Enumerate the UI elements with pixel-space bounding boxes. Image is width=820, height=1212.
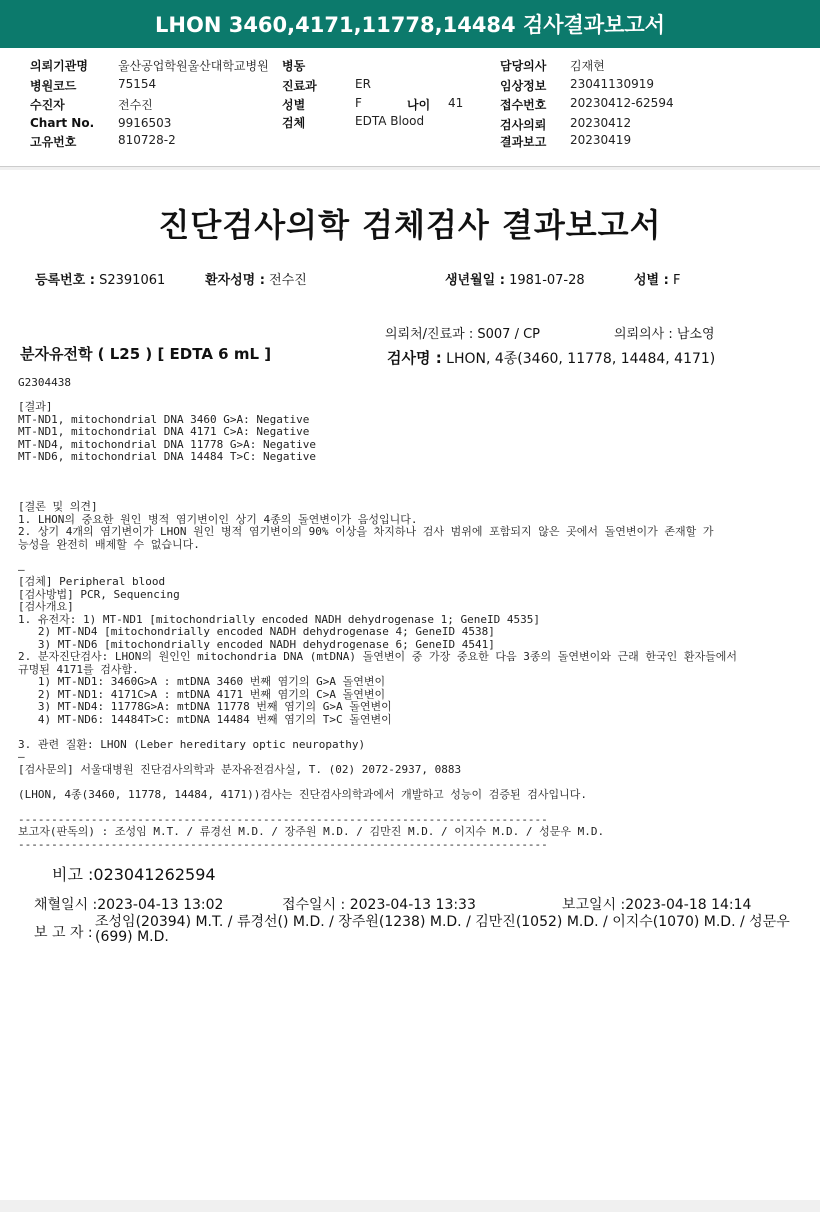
reg-no-value: S2391061 — [99, 273, 166, 288]
info-label-sex: 성별 — [282, 98, 306, 112]
report-body-line: 1. 유전자: 1) MT-ND1 [mitochondrially encoded NADH dehydrogenase 1; GeneID 4535] — [18, 612, 540, 626]
info-value-receipt-no: 20230412-62594 — [570, 96, 674, 110]
report-body-line: 1) MT-ND1: 3460G>A : mtDNA 3460 번째 염기의 G>A 돌연변이 — [18, 675, 386, 688]
info-value-department: ER — [355, 77, 371, 91]
info-value-specimen: EDTA Blood — [355, 114, 425, 128]
report-body-line: MT-ND4, mitochondrial DNA 11778 G>A: Negative — [18, 437, 317, 451]
patient-info-panel — [0, 48, 820, 167]
info-label-chart-no: Chart No. — [30, 116, 95, 130]
info-value-request-date: 20230412 — [570, 116, 632, 130]
section-title: 분자유전학 ( L25 ) [ EDTA 6 mL ] — [20, 345, 272, 363]
report-body-line: 보고자(판독의) : 조성임 M.T. / 류경선 M.D. / 장주원 M.D. / 김만진 M.D. / 이지수 M.D. / 성문우 M.D. — [18, 825, 605, 838]
patient-name-value: 전수진 — [269, 273, 307, 288]
info-label-specimen: 검체 — [282, 116, 306, 130]
test-name-value: LHON, 4종(3460, 11778, 14484, 4171) — [446, 351, 716, 367]
report-body-line — [18, 476, 737, 489]
dob-value: 1981-07-28 — [509, 273, 585, 288]
report-body-line: MT-ND1, mitochondrial DNA 3460 G>A: Negative — [18, 412, 310, 426]
report-body-line: [결과] — [18, 400, 53, 413]
report-body-line: 2. 상기 4개의 염기변이가 LHON 원인 병적 염기변이의 90% 이상을 차지하나 검사 범위에 포함되지 않은 곳에서 돌연변이가 존재할 가 — [18, 525, 714, 538]
sex-label: 성별 : — [634, 273, 669, 288]
report-body — [18, 401, 737, 851]
requesting-doctor: 의뢰의사 : 남소영 — [614, 327, 715, 342]
collection-value: 2023-04-13 13:02 — [97, 897, 224, 913]
info-label-patient: 수진자 — [30, 98, 65, 112]
report-body-line: [결론 및 의견] — [18, 500, 98, 513]
report-body-line: -------------------------------------------------------------------------------- — [18, 837, 548, 851]
report-body-line — [18, 776, 737, 789]
info-value-institution: 울산공업학원울산대학교병원 — [118, 59, 269, 73]
report-body-line: 능성을 완전히 배제할 수 없습니다. — [18, 537, 200, 551]
report-body-line — [18, 489, 737, 502]
info-value-physician: 김재현 — [570, 59, 605, 73]
report-body-line: [검사방법] PCR, Sequencing — [18, 587, 180, 601]
report-body-line: MT-ND1, mitochondrial DNA 4171 C>A: Negative — [18, 425, 310, 438]
report-body-line: -------------------------------------------------------------------------------- — [18, 812, 548, 826]
info-label-unique-id: 고유번호 — [30, 135, 77, 149]
info-label-ward: 병동 — [282, 59, 306, 73]
patient-name-label: 환자성명 : — [205, 273, 265, 288]
report-time-label: 보고일시 : — [562, 897, 626, 913]
report-time-value: 2023-04-18 14:14 — [625, 897, 752, 913]
report-body-line: 1. LHON의 중요한 원인 병적 염기변이인 상기 4종의 돌연변이가 음성입니다. — [18, 512, 418, 526]
report-body-line: [검사개요] — [18, 600, 74, 613]
report-body-line: 4) MT-ND6: 14484T>C: mtDNA 14484 번째 염기의 T>C 돌연변이 — [18, 712, 392, 726]
note-value: 023041262594 — [93, 865, 216, 884]
collection-label: 채혈일시 : — [34, 897, 98, 913]
report-body-line — [18, 551, 737, 564]
report-body-line — [18, 726, 737, 739]
reporter-value: 조성임(20394) M.T. / 류경선() M.D. / 장주원(1238) M.D. / 김만진(1052) M.D. / 이지수(1070) M.D. / 성문우 (699) M.D. — [95, 914, 790, 945]
report-body-line: — — [18, 562, 25, 576]
info-label-hospital-code: 병원코드 — [30, 79, 77, 93]
dob-label: 생년월일 : — [445, 273, 505, 288]
note-label: 비고 : — [52, 865, 94, 884]
report-body-line — [18, 801, 737, 814]
info-value-chart-no: 9916503 — [118, 116, 172, 130]
info-value-sex: F — [355, 96, 362, 110]
reporter-label: 보 고 자 : — [34, 925, 93, 941]
report-body-line: 3) MT-ND6 [mitochondrially encoded NADH dehydrogenase 6; GeneID 4541] — [18, 637, 495, 651]
info-label-clinical-info: 임상정보 — [500, 79, 547, 93]
info-value-patient: 전수진 — [118, 98, 153, 112]
info-label-physician: 담당의사 — [500, 59, 547, 73]
info-value-report-date: 20230419 — [570, 133, 632, 147]
info-label-receipt-no: 접수번호 — [500, 98, 547, 112]
info-value-clinical-info: 23041130919 — [570, 77, 654, 91]
scanned-report-page — [0, 170, 820, 1200]
info-label-institution: 의뢰기관명 — [30, 59, 88, 73]
report-body-line — [18, 464, 737, 477]
report-body-line: 규명된 4171를 검사함. — [18, 662, 139, 676]
info-label-department: 진료과 — [282, 79, 317, 93]
report-body-line: MT-ND6, mitochondrial DNA 14484 T>C: Negative — [18, 450, 317, 463]
report-body-line: 3. 관련 질환: LHON (Leber hereditary optic neuropathy) — [18, 737, 366, 751]
info-label-report-date: 결과보고 — [500, 135, 547, 149]
specimen-id: G2304438 — [18, 376, 71, 389]
report-body-line: 3) MT-ND4: 11778G>A: mtDNA 11778 번째 염기의 G>A 돌연변이 — [18, 700, 392, 713]
document-title: 진단검사의학 검체검사 결과보고서 — [158, 206, 662, 244]
info-label-age: 나이 — [407, 98, 431, 112]
report-body-line: — — [18, 750, 25, 763]
info-value-unique-id: 810728-2 — [118, 133, 176, 147]
receipt-time-value: 2023-04-13 13:33 — [349, 897, 476, 913]
report-body-line: 2) MT-ND4 [mitochondrially encoded NADH dehydrogenase 4; GeneID 4538] — [18, 625, 495, 638]
receipt-time-label: 접수일시 : — [282, 897, 346, 913]
report-header-title: LHON 3460,4171,11778,14484 검사결과보고서 — [0, 0, 820, 48]
info-value-age: 41 — [448, 96, 464, 110]
requesting-dept: 의뢰처/진료과 : S007 / CP — [385, 327, 540, 342]
reg-no-label: 등록번호 : — [35, 273, 95, 288]
test-name-label: 검사명 : — [387, 349, 442, 367]
info-label-request-date: 검사의뢰 — [500, 118, 547, 132]
info-value-hospital-code: 75154 — [118, 77, 157, 91]
report-body-line: [검사문의] 서울대병원 진단검사의학과 분자유전검사실, T. (02) 2072-2937, 0883 — [18, 762, 462, 776]
sex-value: F — [672, 273, 681, 288]
report-body-line: 2) MT-ND1: 4171C>A : mtDNA 4171 번째 염기의 C>A 돌연변이 — [18, 687, 386, 701]
report-body-line: (LHON, 4종(3460, 11778, 14484, 4171))검사는 진단검사의학과에서 개발하고 성능이 검증된 검사입니다. — [18, 787, 588, 801]
report-body-line: 2. 분자진단검사: LHON의 원인인 mitochondria DNA (mtDNA) 돌연변이 중 가장 중요한 다음 3종의 돌연변이와 근래 한국인 환자들에서 — [18, 650, 738, 663]
report-body-line: [검체] Peripheral blood — [18, 575, 166, 588]
